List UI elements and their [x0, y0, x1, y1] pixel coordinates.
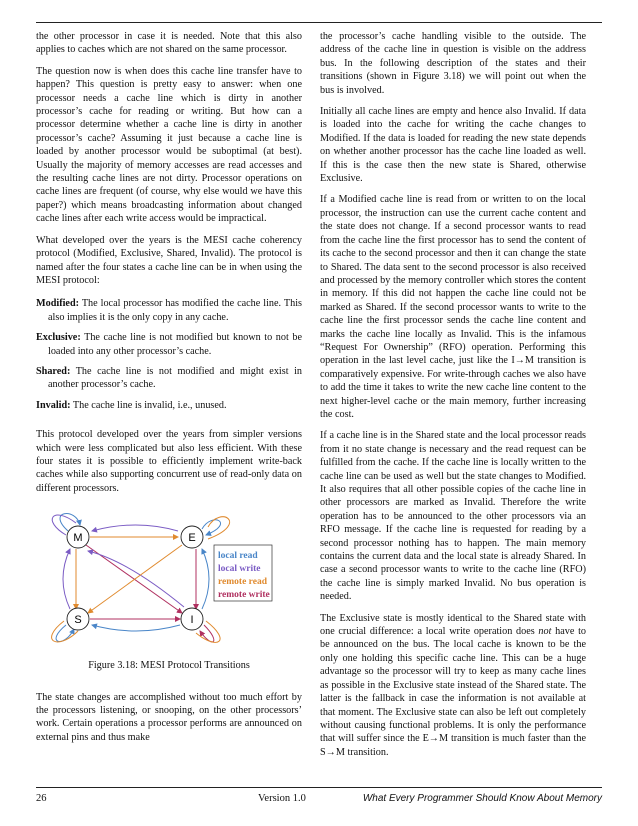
loop-i: [200, 625, 214, 642]
paragraph: What developed over the years is the MESI cache coherency protocol (Modified, Exclusive, Shared, Invalid). The protocol is named after the four states a cache line can be in when using the MESI protocol:: [36, 234, 302, 286]
transition-i-m: [88, 551, 184, 607]
definition-shared: [36, 365, 302, 392]
page-footer: [36, 793, 602, 807]
definition-modified: [36, 297, 302, 324]
paragraph: The question now is when does this cache line transfer have to happen? This question is pretty easy to answer: when one processor needs a cache line which is dirty in another processor’s cache for reading or writing. But how can a processor determine whether a cache line is dirty in another processor’s cache? Assuming it just because a cache line is loaded by another processor would be suboptimal (at best). Usually the majority of memory accesses are read accesses and the resulting cache lines are not dirty. Processor operations on cache lines are frequent (of course, why else would we have this paper?) which means broadcasting information about changed cache lines after each write access would be impractical.: [36, 65, 302, 225]
text-run: The Exclusive state is mostly identical to the Shared state with one crucial difference: a local write operation does: [320, 612, 586, 638]
definition-term: Exclusive:: [36, 332, 81, 344]
page-number: 26: [36, 793, 47, 804]
text-run: have to be announced on the bus. The local cache is known to be the only one holding this specific cache line. This can be a huge advantage so the processor will try to keep as many cache lines as possible in the Exclusive state instead of the Shared state. The latter is the fallback in case the information is not available at that moment. The Exclusive state can also be left out completely without causing functional problems. It is only the performance that will suffer since the E→M transition is much faster than the S→M transition.: [320, 626, 587, 758]
state-label-s: S: [74, 614, 82, 627]
paragraph: The state changes are accomplished without too much effort by the processors listening, or snooping, on the other processors’ work. Certain operations a processor performs are announced on external pins and thus make: [36, 691, 302, 743]
paragraph: If a Modified cache line is read from or written to on the local processor, the instruction can use the current cache content and the state does not change. If a second processor wants to read from the cache line the first processor has to send the content of its cache to the second processor and then it can change the state to Shared. The data sent to the second processor is also received and processed by the memory controller which stores the content in memory. If this did not happen the cache line could not be marked as Shared. If the second processor wants to write to the cache line the first processor sends the cache line content and marks the cache line locally as Invalid. This is the infamous “Request For Ownership” (RFO) operation. Performing this operation in the last level cache, just like the I→M transition is comparatively expensive. For write-through caches we also have to add the time it takes to write the new cache line content to the next higher-level cache or the main memory, further increasing the cost.: [320, 194, 586, 420]
transition-i-e: [202, 549, 209, 609]
paragraph: Initially all cache lines are empty and hence also Invalid. If data is loaded into the cache for writing the cache changes to Modified. If the data is loaded for reading the new state depends on whether another processor has the cache line loaded as well. If this is the case then the new state is Shared, otherwise Exclusive.: [320, 106, 586, 185]
transition-s-m: [63, 549, 70, 609]
header-rule: [36, 22, 602, 23]
mesi-transition-diagram: [36, 505, 302, 645]
paragraph: If a cache line is in the Shared state and the local processor reads from it no state change is necessary and the read request can be fulfilled from the cache. If the cache line is locally written to the cache line can be used as well but the state changes to Modified. It also requires that all other possible copies of the cache line in other processors are marked as Invalid. Therefore the write operation has to be announced to the other processors via an RFO message. If the cache line is requested for reading by a second processor nothing has to happen. The main memory contains the current data and the local state is already Shared. In case a second processor wants to write to the cache line (RFO) the cache line is simply marked Invalid. No bus operation is needed.: [320, 430, 586, 603]
definition-text: The cache line is not modified and might exist in another processor’s cache.: [48, 365, 302, 391]
state-label-m: M: [73, 532, 83, 545]
definition-text: The cache line is invalid, i.e., unused.: [72, 399, 227, 411]
transition-i-s: [92, 625, 180, 631]
state-label-i: I: [190, 614, 194, 627]
definition-text: The local processor has modified the cache line. This also implies it is the only copy in any cache.: [48, 298, 302, 323]
definition-term: Invalid:: [36, 399, 71, 411]
right-column: [320, 30, 586, 767]
state-label-e: E: [188, 532, 196, 545]
legend-remote-write: remote write: [218, 590, 270, 601]
paragraph: the other processor in case it is needed. Note that this also applies to caches which are not shared on the same processor.: [36, 31, 302, 56]
figure-caption: Figure 3.18: MESI Protocol Transitions: [88, 660, 250, 672]
version-label: Version 1.0: [258, 793, 306, 804]
legend-local-read: local read: [218, 551, 258, 562]
document-title: What Every Programmer Should Know About Memory: [362, 793, 602, 804]
definition-term: Modified:: [36, 298, 80, 310]
emphasis: not: [538, 626, 552, 638]
legend-remote-read: remote read: [218, 577, 267, 588]
transition-e-m: [92, 525, 178, 531]
left-column: [36, 30, 302, 752]
legend-local-write: local write: [218, 564, 261, 575]
diagram-svg: [36, 505, 302, 645]
paragraph: This protocol developed over the years from simpler versions which were less complicated but also less efficient. With these four states it is possible to efficiently implement write-back caches while also supporting concurrent use of read-only data on different processors.: [36, 429, 302, 494]
definition-invalid: [36, 399, 302, 412]
definition-exclusive: [36, 331, 302, 358]
definition-text: The cache line is not modified but known to not be loaded into any other processor’s cache.: [48, 332, 302, 357]
footer-rule: [36, 787, 602, 788]
paragraph: [320, 612, 586, 759]
mesi-definition-list: [36, 297, 302, 412]
paragraph: the processor’s cache handling visible to the outside. The address of the cache line in question is visible on the address bus. In the following description of the states and their transitions (shown in Figure 3.18) we will point out when the bus is involved.: [320, 31, 586, 96]
definition-term: Shared:: [36, 365, 71, 377]
